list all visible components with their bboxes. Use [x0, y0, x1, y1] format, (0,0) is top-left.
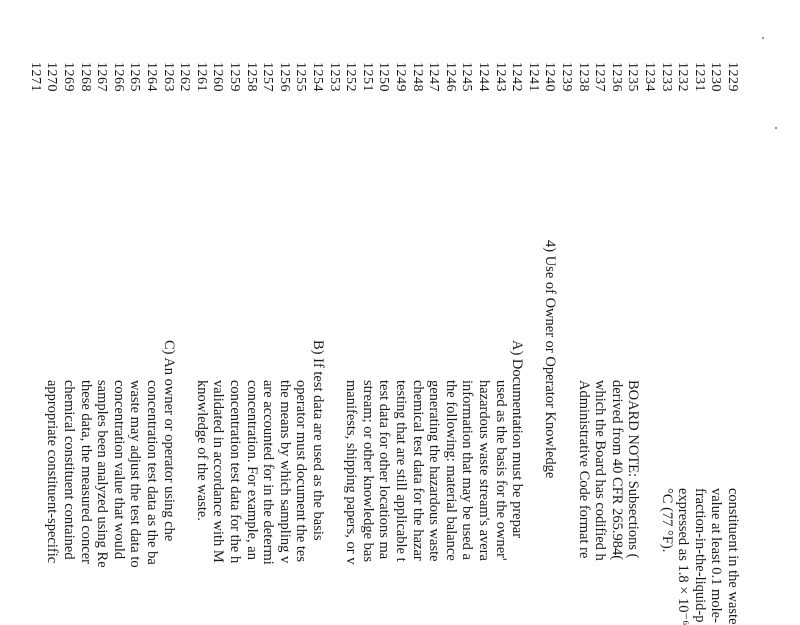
line-number: 1236: [608, 62, 624, 92]
line-number: 1252: [343, 62, 359, 92]
line-text: the means by which sampling v: [276, 380, 293, 564]
line-number: 1259: [227, 62, 242, 92]
line-text: B) If test data are used as the basis: [310, 340, 326, 541]
line-number: 1241: [525, 62, 541, 92]
line-text: knowledge of the waste.: [193, 380, 210, 521]
line-number: 1248: [409, 62, 425, 92]
line-text: testing that are still applicable t: [393, 380, 409, 562]
line-number: 1240: [542, 62, 558, 92]
line-number: 1270: [44, 62, 60, 92]
line-text: fraction-in-the-liquid-p: [691, 488, 708, 623]
line-number: 1255: [293, 62, 309, 92]
line-text: validated in accordance with M: [210, 380, 227, 563]
line-number: 1235: [625, 62, 641, 92]
line-text: manifests, shipping papers, or v: [343, 380, 360, 565]
line-text: the following: material balance: [442, 380, 459, 561]
line-number: 1237: [592, 62, 608, 92]
line-text: used as the basis for the owner': [492, 380, 509, 561]
line-text: appropriate constituent-specific: [44, 380, 61, 564]
line-text: °C (77 °F).: [658, 488, 675, 553]
line-number: 1249: [393, 62, 408, 92]
line-text: constituent in the waste: [725, 488, 741, 625]
line-number: 1246: [442, 62, 458, 92]
line-text: hazardous waste stream's avera: [476, 380, 492, 561]
line-text: these data, the measured concer: [77, 380, 94, 564]
line-text: value at least 0.1 mole-: [708, 488, 725, 623]
line-number: 1234: [642, 62, 657, 92]
line-text: concentration. For example, an: [243, 380, 260, 560]
line-text: derived from 40 CFR 265.984(: [608, 380, 625, 561]
line-number: 1268: [77, 62, 93, 92]
line-text: samples been analyzed using Re: [94, 380, 111, 568]
scan-speck: [775, 127, 777, 129]
line-number: 1232: [675, 62, 691, 92]
line-number: 1261: [193, 62, 209, 92]
line-number: 1233: [658, 62, 674, 92]
line-text: C) An owner or operator using che: [160, 340, 177, 542]
line-number: 1230: [708, 62, 724, 92]
scan-speck: [762, 37, 764, 39]
line-number: 1238: [575, 62, 591, 92]
line-text: concentration value that would: [110, 380, 127, 560]
line-number: 1265: [127, 62, 143, 92]
line-number: 1239: [559, 62, 574, 92]
line-number: 1229: [725, 62, 740, 92]
line-number: 1271: [27, 62, 43, 92]
line-number: 1266: [110, 62, 126, 92]
line-text: expressed as 1.8 × 10⁻⁶: [675, 488, 692, 625]
line-number: 1242: [509, 62, 525, 92]
line-number: 1245: [459, 62, 475, 92]
line-number: 1244: [476, 62, 491, 92]
line-text: concentration test data as the ba: [144, 380, 160, 565]
line-number: 1243: [492, 62, 508, 92]
line-text: waste may adjust the test data to: [127, 380, 144, 568]
line-text: operator must document the tes: [293, 380, 310, 563]
line-number: 1260: [210, 62, 226, 92]
line-text: information that may be used a: [459, 380, 476, 560]
line-text: chemical test data for the hazar: [409, 380, 426, 561]
line-number: 1254: [310, 62, 325, 92]
line-number: 1267: [94, 62, 110, 92]
line-text: are accounted for in the determi: [260, 380, 277, 565]
line-text: test data for other locations ma: [376, 380, 393, 560]
line-number: 1251: [359, 62, 375, 92]
line-number: 1253: [326, 62, 342, 92]
line-text: BOARD NOTE: Subsections (: [625, 380, 642, 559]
line-text: generating the hazardous waste: [426, 380, 443, 562]
line-text: A) Documentation must be prepar: [509, 340, 526, 539]
line-text: concentration test data for the h: [227, 380, 243, 564]
line-number: 1231: [691, 62, 707, 92]
line-text: which the Board has codified h: [592, 380, 609, 561]
line-text: chemical constituent contained: [61, 380, 77, 560]
line-number: 1258: [243, 62, 259, 92]
line-number: 1247: [426, 62, 442, 92]
line-number: 1262: [177, 62, 193, 92]
line-text: 4) Use of Owner or Operator Knowledge: [542, 240, 559, 479]
line-number: 1256: [276, 62, 292, 92]
line-number: 1264: [144, 62, 159, 92]
line-number: 1257: [260, 62, 276, 92]
line-number: 1250: [376, 62, 392, 92]
line-text: stream; or other knowledge bas: [359, 380, 376, 563]
line-number: 1263: [160, 62, 176, 92]
line-text: Administrative Code format re: [575, 380, 592, 559]
line-number: 1269: [61, 62, 76, 92]
